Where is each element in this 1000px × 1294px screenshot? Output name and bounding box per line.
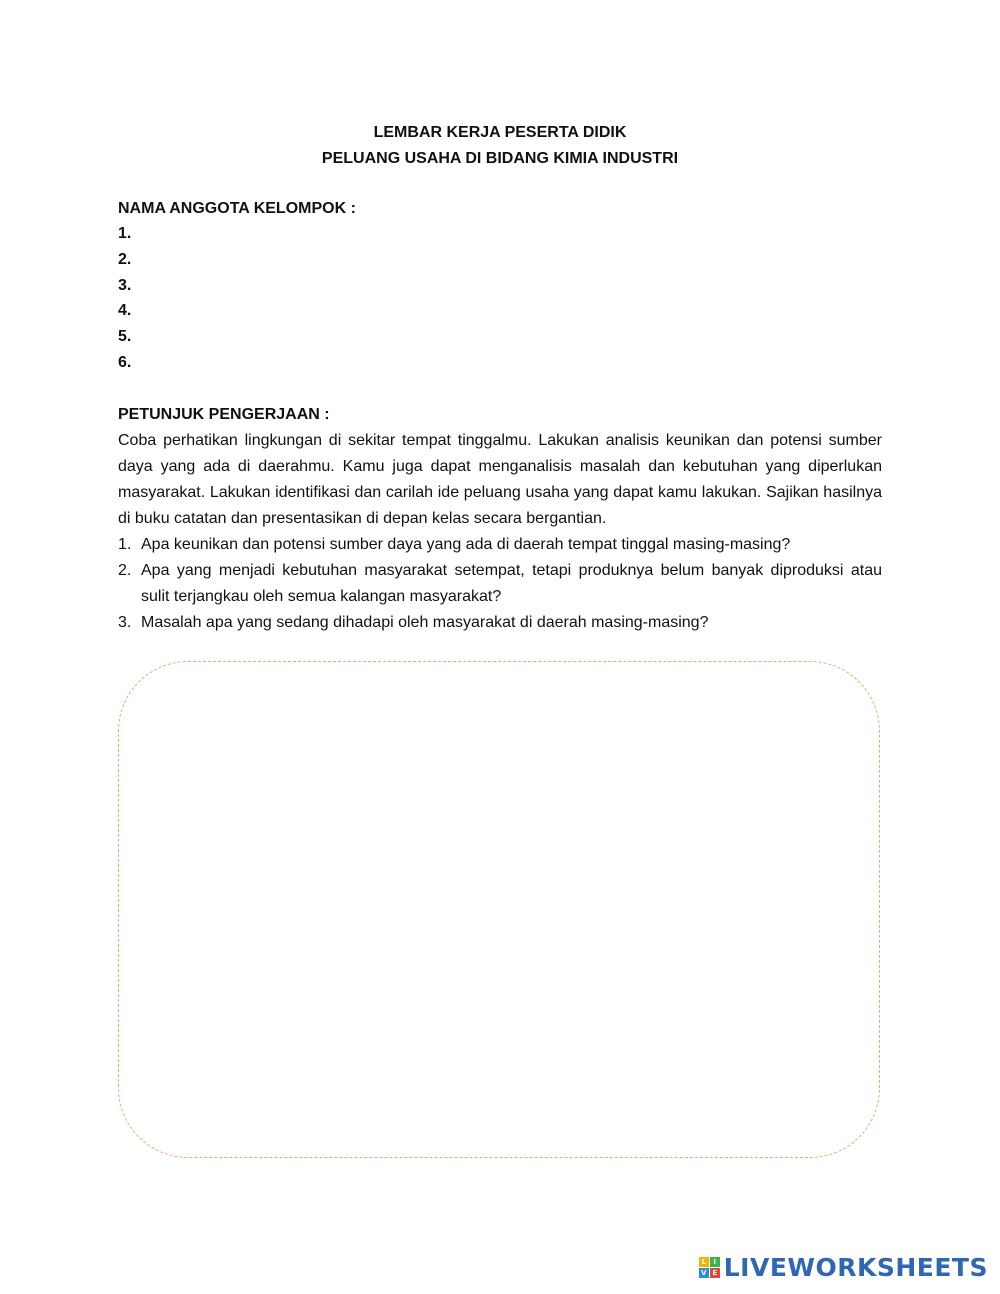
question-text: Apa keunikan dan potensi sumber daya yang ada di daerah tempat tinggal masing-masing?	[141, 536, 791, 553]
member-item-3: 3.	[118, 276, 132, 294]
members-heading: NAMA ANGGOTA KELOMPOK :	[118, 200, 356, 217]
title-line-2: PELUANG USAHA DI BIDANG KIMIA INDUSTRI	[321, 150, 679, 167]
logo-mark-l: L	[699, 1257, 709, 1267]
member-item-6: 6.	[118, 353, 132, 371]
member-item-5: 5.	[118, 328, 132, 346]
member-item-1: 1.	[118, 225, 132, 242]
logo-mark-v: V	[699, 1268, 709, 1278]
answer-box[interactable]	[118, 661, 880, 1158]
logo-mark-i: I	[710, 1257, 720, 1267]
question-item-2	[118, 558, 882, 610]
question-item-1	[118, 532, 882, 558]
question-text: Apa yang menjadi kebutuhan masyarakat setempat, tetapi produknya belum banyak diproduksi atau sulit terjangkau oleh semua kalangan masyarakat?	[141, 562, 882, 605]
question-text: Masalah apa yang sedang dihadapi oleh masyarakat di daerah masing-masing?	[141, 614, 709, 631]
members-list	[118, 223, 131, 378]
question-number: 3.	[118, 614, 132, 631]
member-item-2: 2.	[118, 250, 132, 268]
instructions-heading: PETUNJUK PENGERJAAN :	[118, 406, 330, 423]
question-number: 1.	[118, 536, 132, 553]
question-number: 2.	[118, 562, 132, 579]
title-line-1: LEMBAR KERJA PESERTA DIDIK	[373, 124, 627, 141]
question-list	[118, 532, 882, 636]
member-item-4: 4.	[118, 302, 132, 320]
liveworksheets-logo	[699, 1252, 988, 1282]
worksheet-title	[118, 120, 882, 172]
logo-mark-e: E	[710, 1268, 720, 1278]
question-item-3	[118, 610, 882, 636]
instructions-body: Coba perhatikan lingkungan di sekitar tempat tinggalmu. Lakukan analisis keunikan dan potensi sumber daya yang ada di daerahmu. Kamu juga dapat menganalisis masalah dan kebutuhan yang diperlukan masyarakat. Lakukan identifikasi dan carilah ide peluang usaha yang dapat kamu lakukan. Sajikan hasilnya di buku catatan dan presentasikan di depan kelas secara bergantian.	[118, 432, 882, 527]
logo-text: LIVEWORKSHEETS	[723, 1252, 988, 1282]
liveworksheets-logo-icon	[699, 1257, 720, 1278]
